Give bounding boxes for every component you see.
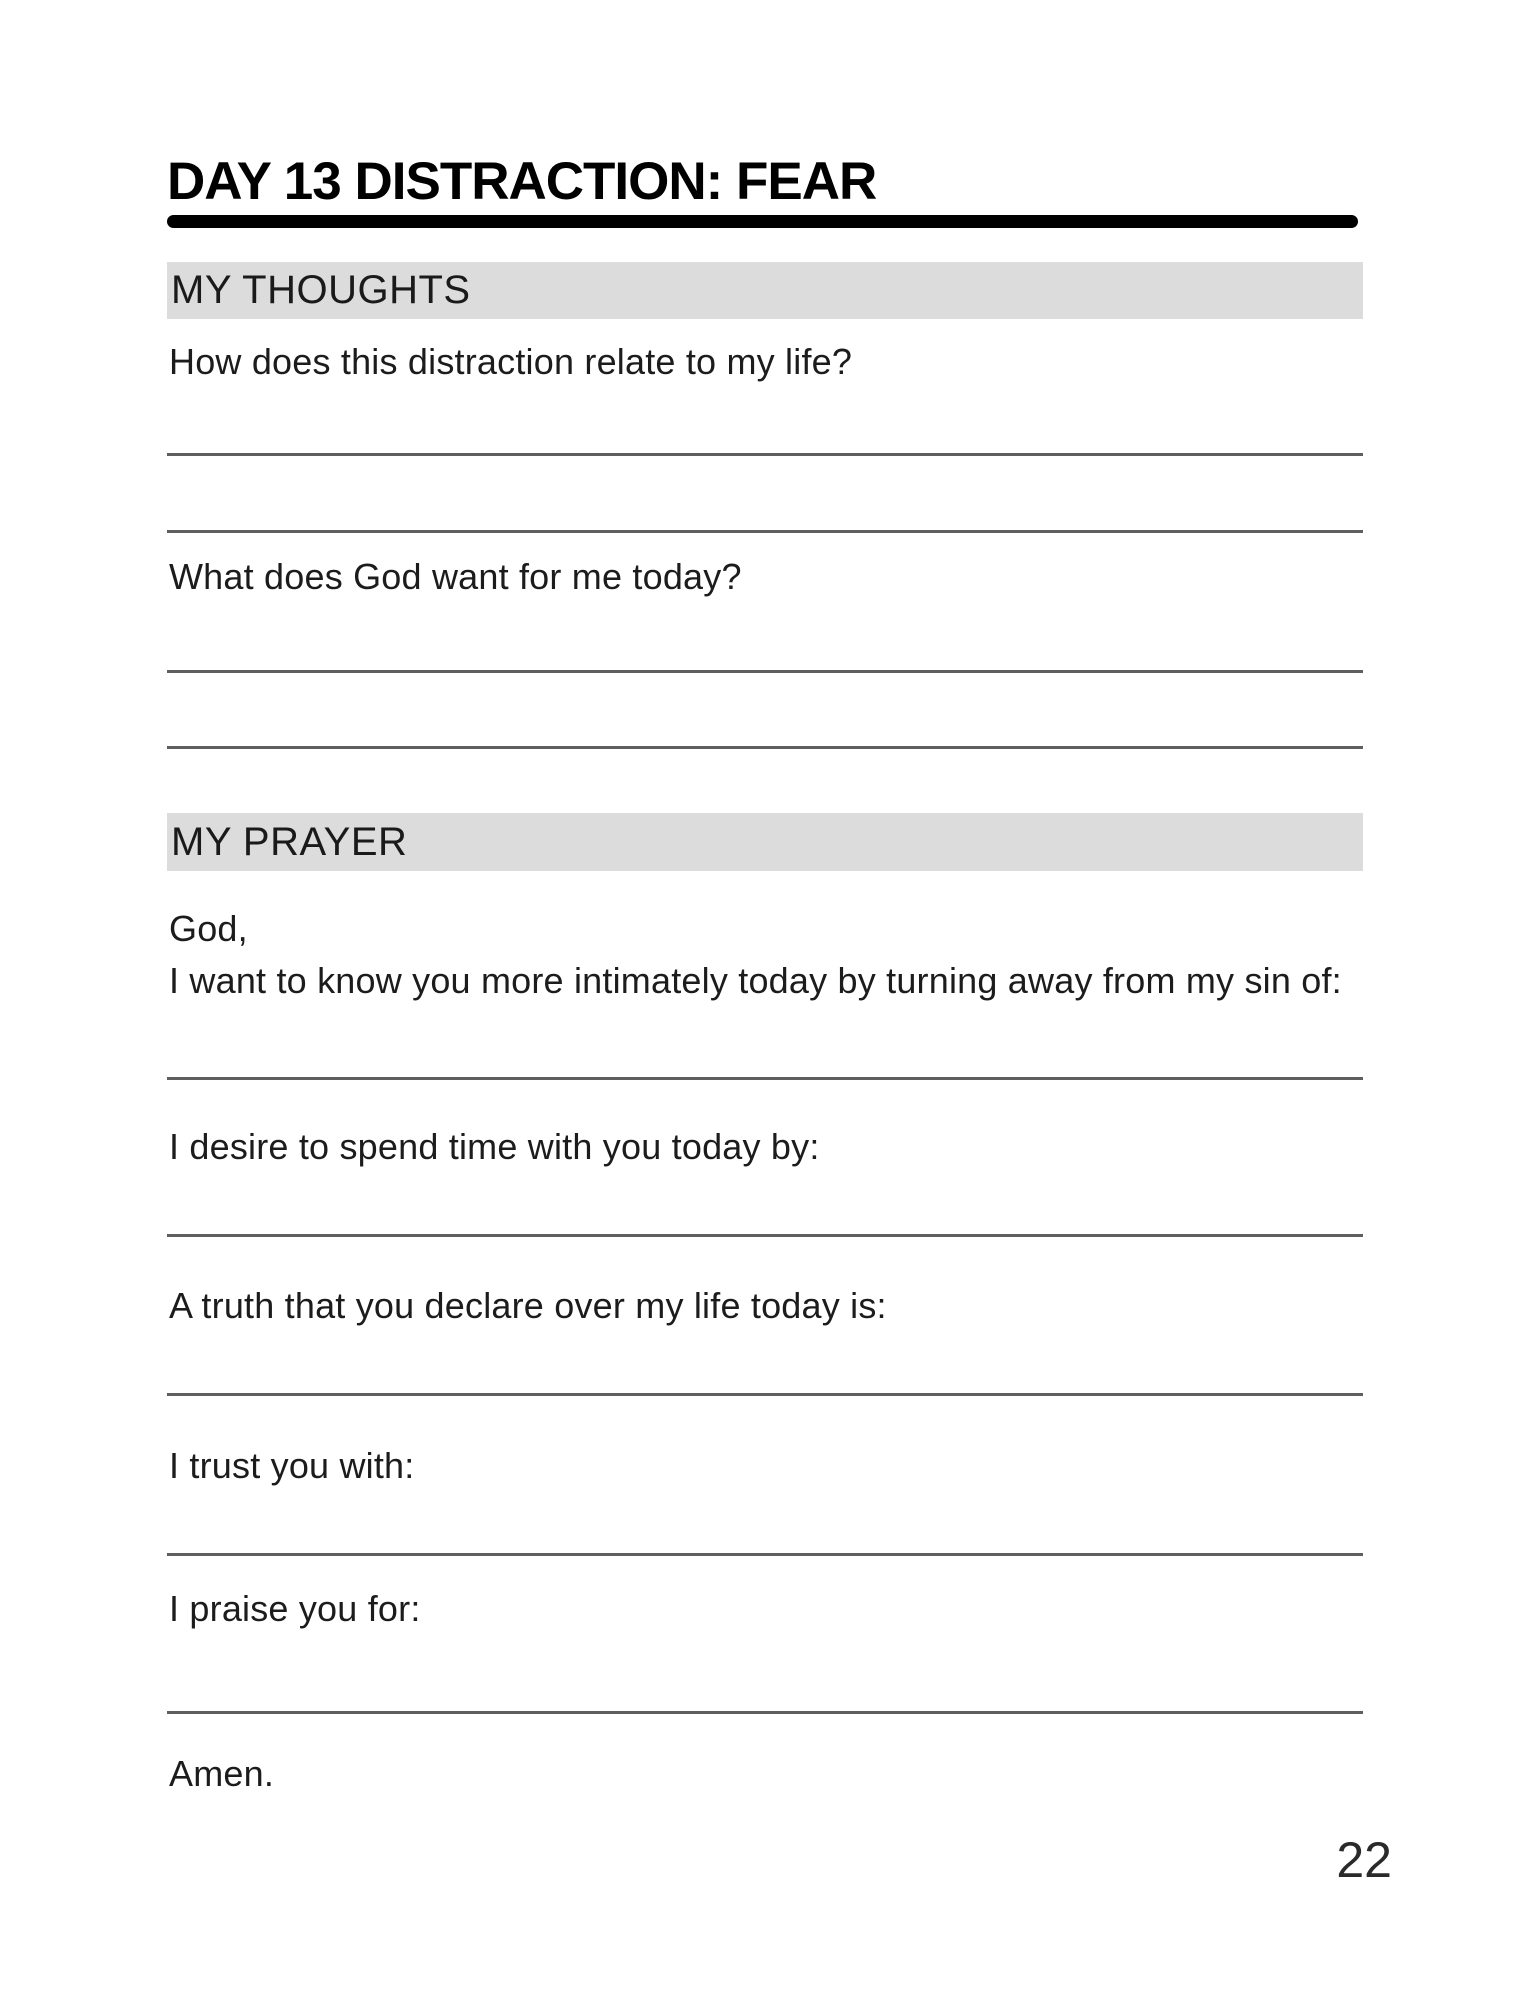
prompt-god-want-today: What does God want for me today? xyxy=(169,556,742,597)
prompt-trust-you-with: I trust you with: xyxy=(169,1445,415,1486)
writing-line xyxy=(167,453,1363,456)
writing-line xyxy=(167,1553,1363,1556)
prompt-praise-you-for: I praise you for: xyxy=(169,1588,421,1629)
section-bar-my-prayer xyxy=(167,813,1363,871)
section-header-my-thoughts: MY THOUGHTS xyxy=(171,268,471,312)
writing-line xyxy=(167,1711,1363,1714)
writing-line xyxy=(167,1077,1363,1080)
section-header-my-prayer: MY PRAYER xyxy=(171,819,408,864)
title-underline-rule xyxy=(167,215,1358,228)
prompt-spend-time: I desire to spend time with you today by: xyxy=(169,1126,820,1167)
prompt-truth-declared: A truth that you declare over my life today is: xyxy=(169,1285,887,1326)
prayer-closing: Amen. xyxy=(169,1753,275,1794)
prayer-opening: God, xyxy=(169,908,248,949)
writing-line xyxy=(167,670,1363,673)
page-title: DAY 13 DISTRACTION: FEAR xyxy=(167,152,877,211)
writing-line xyxy=(167,1234,1363,1237)
prayer-opening-block xyxy=(169,903,1342,1007)
prompt-turn-from-sin: I want to know you more intimately today by turning away from my sin of: xyxy=(169,960,1342,1001)
page-number: 22 xyxy=(1336,1832,1392,1888)
writing-line xyxy=(167,746,1363,749)
section-bar-my-thoughts xyxy=(167,262,1363,319)
writing-line xyxy=(167,1393,1363,1396)
prompt-distraction-relate: How does this distraction relate to my life? xyxy=(169,341,853,382)
writing-line xyxy=(167,530,1363,533)
